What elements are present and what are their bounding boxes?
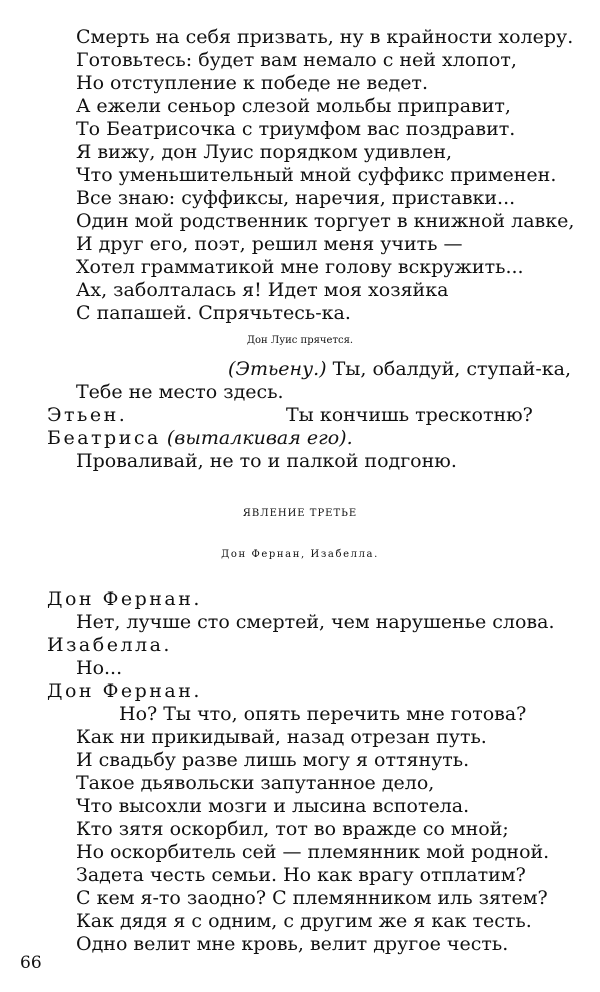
verse-line: И свадьбу разве лишь могу я оттянуть. (76, 749, 470, 771)
verse-line: Но... (76, 657, 123, 679)
aside-text: Ты, обалдуй, ступай-ка, (332, 358, 572, 380)
verse-line: С кем я-то заодно? С племянником иль зятем? (76, 887, 548, 909)
speaker-name: Этьен. (47, 404, 128, 426)
verse-line: Проваливай, не то и палкой подгоню. (76, 450, 457, 472)
verse-line: Я вижу, дон Луис порядком удивлен, (76, 141, 453, 163)
aside-direction: (Этьену.) (228, 358, 327, 380)
verse-line: А ежели сеньор слезой мольбы приправит, (76, 95, 511, 117)
speaker-name: Дон Фернан. (47, 680, 202, 702)
verse-line: С папашей. Спрячьтесь-ка. (76, 302, 351, 324)
verse-line: Кто зятя оскорбил, тот во вражде со мной; (76, 818, 509, 840)
verse-line: Но отступление к победе не ведет. (76, 72, 428, 94)
scene-heading: ЯВЛЕНИЕ ТРЕТЬЕ (242, 508, 358, 519)
speaker-name: Изабелла. (47, 634, 172, 656)
verse-line: Ах, заболталась я! Идет моя хозяйка (76, 279, 449, 301)
verse-line: То Беатрисочка с триумфом вас поздравит. (76, 118, 516, 140)
scene-cast: Дон Фернан, Изабелла. (221, 549, 379, 560)
verse-line: Как ни прикидывай, назад отрезан путь. (76, 726, 487, 748)
speaker-with-direction (47, 427, 353, 449)
verse-line: Смерть на себя призвать, ну в крайности холеру. (76, 26, 574, 48)
verse-line: Но? Ты что, опять перечить мне готова? (119, 703, 527, 725)
verse-line: Один мой родственник торгует в книжной лавке, (76, 210, 575, 232)
verse-line: Тебе не место здесь. (76, 381, 284, 403)
page-number: 66 (20, 953, 42, 973)
aside-line (228, 358, 571, 380)
verse-line: И друг его, поэт, решил меня учить — (76, 233, 463, 255)
stage-direction: Дон Луис прячется. (246, 335, 354, 346)
verse-line: Одно велит мне кровь, велит другое честь. (76, 933, 509, 955)
speaker-name: Беатриса (47, 427, 161, 449)
verse-line: Готовьтесь: будет вам немало с ней хлопот, (76, 49, 517, 71)
verse-line: Задета честь семьи. Но как врагу отплатим? (76, 864, 526, 886)
verse-line: Такое дьявольски запутанное дело, (76, 772, 435, 794)
verse-line: Но оскорбитель сей — племянник мой родной. (76, 841, 550, 863)
verse-line: Ты кончишь трескотню? (286, 404, 533, 426)
verse-line: Что уменьшительный мной суффикс применен. (76, 164, 557, 186)
verse-line: Нет, лучше сто смертей, чем нарушенье слова. (76, 611, 555, 633)
verse-line: Хотел грамматикой мне голову вскружить... (76, 256, 524, 278)
verse-line: Как дядя я с одним, с другим же я как тесть. (76, 910, 532, 932)
verse-line: Все знаю: суффиксы, наречия, приставки... (76, 187, 516, 209)
stage-direction-inline: (выталкивая его). (166, 427, 353, 449)
speaker-name: Дон Фернан. (47, 588, 202, 610)
verse-line: Что высохли мозги и лысина вспотела. (76, 795, 470, 817)
